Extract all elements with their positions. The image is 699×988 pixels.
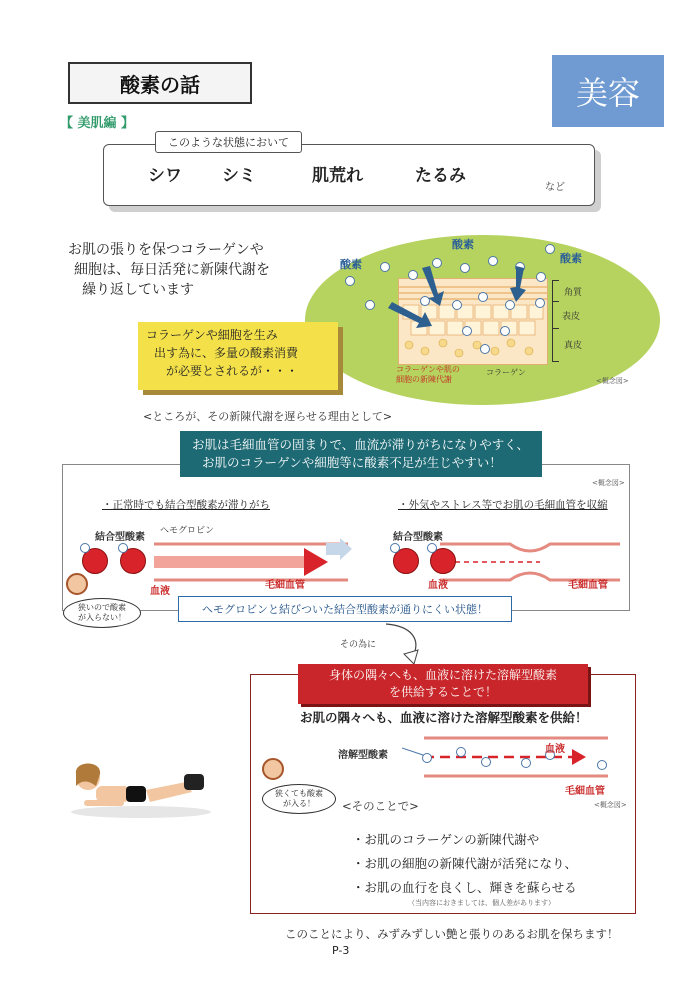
state-bar: ヘモグロビンと結びついた結合型酸素が通りにくい状態！ [178, 596, 512, 622]
oxygen-label: 酸素 [340, 258, 362, 271]
layer-bracket [552, 301, 559, 329]
problem-banner [180, 431, 542, 477]
speech-bubble [63, 598, 141, 628]
dissolved-oxygen-capillary-icon [402, 732, 612, 782]
oxygen-label: 酸素 [560, 252, 582, 265]
result-item: ・お肌のコラーゲンの新陳代謝や [352, 832, 540, 847]
intro-line: 細胞は、毎日活発に新陳代謝を [74, 262, 270, 278]
curved-arrow-icon [382, 620, 426, 666]
solution-banner [298, 664, 588, 704]
banner-line: 身体の隅々へも、血液に溶けた溶解型酸素 [328, 668, 557, 682]
collagen-caption: コラーゲン [486, 368, 526, 377]
intro-line: お肌の張りを保つコラーゲンや [68, 242, 264, 258]
conditions-label: このような状態において [155, 131, 302, 153]
category-badge: 美容 [552, 55, 664, 127]
callout-line: 出す為に、多量の酸素消費 [154, 346, 299, 360]
oxygen-molecule [345, 276, 355, 286]
concept-label: <概念図> [594, 801, 627, 809]
oxygen-arrows-icon [380, 260, 550, 340]
callout-line: コラーゲンや細胞を生み [146, 328, 278, 342]
oxygen-molecule [545, 244, 555, 254]
oxygen-molecule [422, 753, 432, 763]
page-number: P-3 [332, 944, 350, 957]
caption-line: コラーゲンや肌の [396, 365, 460, 374]
conditions-etc: など [545, 182, 565, 193]
banner-line: お肌のコラーゲンや細胞等に酸素不足が生じやすい！ [202, 455, 502, 470]
concept-label: <概念図> [596, 377, 629, 385]
oxygen-molecule [456, 747, 466, 757]
oxygen-molecule [521, 758, 531, 768]
oxygen-molecule [80, 543, 90, 553]
bubble-text: 狭いので酸素 が入らない！ [78, 603, 126, 622]
metabolism-caption [396, 365, 460, 385]
results-list [352, 828, 577, 900]
bound-oxygen-label: 結合型酸素 [393, 532, 443, 543]
page-title: 酸素の話 [68, 62, 252, 104]
condition-spots: シミ [222, 166, 256, 186]
woman-face-icon [66, 573, 88, 595]
blood-label: 血液 [545, 744, 565, 755]
caption-line: 細胞の新陳代謝 [396, 375, 452, 384]
intro-text [68, 240, 270, 300]
capillary-label: 毛細血管 [568, 580, 608, 591]
section-label: 【 美肌編 】 [60, 116, 135, 131]
result-item: ・お肌の血行を良くし、輝きを蘇らせる [352, 880, 577, 895]
oxygen-molecule [480, 344, 490, 354]
capillary-label: 毛細血管 [265, 580, 305, 591]
oxygen-molecule [427, 543, 437, 553]
disclaimer-note: （当内容におきましては、個人差があります） [408, 899, 555, 907]
capillary-label: 毛細血管 [565, 786, 605, 797]
normal-state-heading: ・正常時でも結合型酸素が滞りがち [102, 499, 270, 511]
intro-line: 繰り返しています [82, 282, 194, 298]
oxygen-molecule [481, 757, 491, 767]
callout-line: が必要とされるが・・・ [166, 364, 299, 378]
oxygen-molecule [597, 760, 607, 770]
blood-label: 血液 [428, 580, 448, 591]
oxygen-molecule [390, 543, 400, 553]
bubble-text: 狭くても酸素 が入る！ [275, 789, 323, 808]
therefore-label: その為に [340, 640, 377, 650]
oxygen-demand-callout [138, 322, 338, 390]
conclusion-text: このことにより、みずみずしい艶と張りのあるお肌を保ちます！ [285, 927, 619, 941]
oxygen-label: 酸素 [452, 238, 474, 251]
banner-line: お肌は毛細血管の固まりで、血流が滞りがちになりやすく、 [192, 437, 530, 452]
woman-face-icon [262, 758, 284, 780]
because-label: <そのことで> [342, 799, 419, 813]
condition-wrinkles: シワ [148, 166, 182, 186]
oxygen-molecule [365, 300, 375, 310]
banner-line: を供給することで！ [388, 685, 497, 699]
speech-bubble [262, 784, 336, 814]
blood-label: 血液 [150, 586, 170, 597]
condition-sagging: たるみ [415, 166, 466, 186]
oxygen-molecule [118, 543, 128, 553]
layer-bracket [552, 280, 559, 302]
layer-label-horny: 角質 [564, 288, 583, 298]
bound-oxygen-label: 結合型酸素 [95, 532, 145, 543]
hemoglobin-label: ヘモグロビン [160, 526, 215, 536]
condition-rough-skin: 肌荒れ [312, 166, 363, 186]
layer-bracket [552, 328, 559, 362]
layer-label-epidermis: 表皮 [562, 312, 581, 322]
supply-text: お肌の隅々へも、血液に溶けた溶解型酸素を供給！ [300, 710, 588, 725]
constricted-state-heading: ・外気やストレス等でお肌の毛細血管を収縮 [398, 499, 608, 511]
dissolved-oxygen-label: 溶解型酸素 [338, 750, 388, 761]
result-item: ・お肌の細胞の新陳代謝が活発になり、 [352, 856, 578, 871]
layer-label-dermis: 真皮 [564, 341, 583, 351]
concept-label: <概念図> [592, 479, 625, 487]
reason-text: <ところが、その新陳代謝を遅らせる理由として> [143, 410, 393, 423]
next-arrow-icon [326, 538, 352, 560]
woman-illustration-icon [66, 756, 216, 822]
